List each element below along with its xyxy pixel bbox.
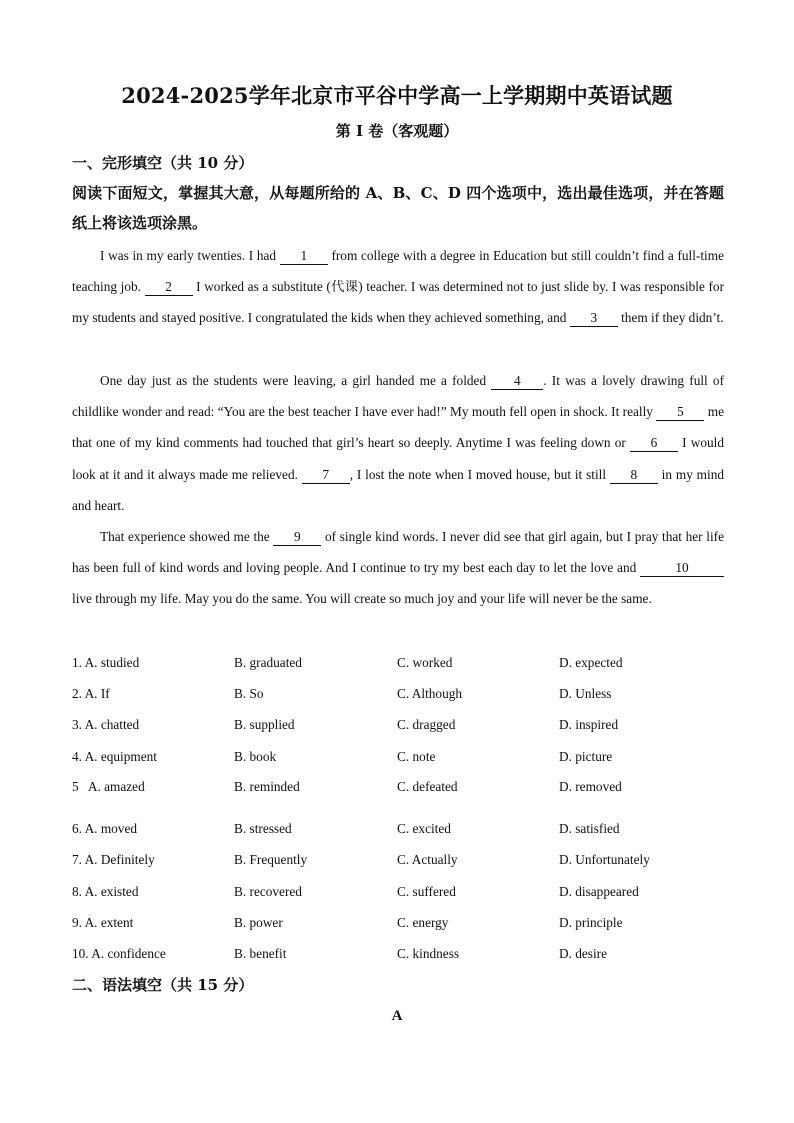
- blank-4: 4: [491, 373, 543, 390]
- options-row-9: [72, 915, 732, 937]
- option-2d: D. Unless: [559, 686, 612, 701]
- options-row-1: [72, 655, 732, 677]
- blank-3: 3: [570, 310, 618, 327]
- option-6b: B. stressed: [234, 821, 292, 836]
- option-1a: 1. A. studied: [72, 655, 140, 670]
- page-title: 2024-2025学年北京市平谷中学高一上学期期中英语试题: [121, 83, 673, 108]
- blank-2: 2: [145, 279, 193, 296]
- options-row-10: [72, 946, 732, 968]
- options-row-3: [72, 717, 732, 739]
- option-7b: B. Frequently: [234, 852, 308, 867]
- blank-8: 8: [610, 467, 658, 484]
- option-8a: 8. A. existed: [72, 884, 139, 899]
- option-2b: B. So: [234, 686, 264, 701]
- section-2-part-label: A: [391, 1008, 403, 1024]
- option-10c: C. kindness: [397, 946, 460, 961]
- option-10b: B. benefit: [234, 946, 287, 961]
- passage-paragraph-2: One day just as the students were leaving, a girl handed me a folded 4 . It was a lovely drawing full of childlike wonder and read: “You are the best teacher I have ever had!” My mouth fell open in shock. It really 5 me that one of my kind comments had touched that girl’s heart so deeply. Anytime I was feeling down or 6 I would look at it and it always made me relieved. 7 , I lost the note when I moved house, but it still 8 in my mind and heart.: [72, 373, 725, 513]
- option-5a: 5 A. amazed: [72, 779, 145, 794]
- option-3b: B. supplied: [234, 717, 295, 732]
- blank-10: 10: [640, 560, 724, 577]
- option-1c: C. worked: [397, 655, 453, 670]
- section-2-heading: 二、语法填空（共 15 分）: [72, 976, 254, 994]
- option-4c: C. note: [397, 749, 436, 764]
- passage-paragraph-3: That experience showed me the 9 of single kind words. I never did see that girl again, but I pray that her life has been full of kind words and loving people. And I continue to try my best each day to let the love and 10 live through my life. May you do the same. You will create so much joy and your life will never be the same.: [72, 529, 724, 607]
- options-row-5: [72, 779, 732, 801]
- option-3a: 3. A. chatted: [72, 717, 140, 732]
- option-4b: B. book: [234, 749, 277, 764]
- option-7c: C. Actually: [397, 852, 458, 867]
- passage-paragraph-1: I was in my early twenties. I had 1 from college with a degree in Education but still couldn’t find a full-time teaching job. 2 I worked as a substitute (代课) teacher. I was determined not to just slide by. I was responsible for my students and stayed positive. I congratulated the kids when they achieved something, and 3 them if they didn’t.: [72, 248, 724, 326]
- blank-7: 7: [302, 467, 350, 484]
- option-3c: C. dragged: [397, 717, 456, 732]
- option-5d: D. removed: [559, 779, 622, 794]
- option-4a: 4. A. equipment: [72, 749, 157, 764]
- option-1d: D. expected: [559, 655, 623, 670]
- volume-subtitle: 第 I 卷（客观题）: [335, 122, 459, 140]
- option-4d: D. picture: [559, 749, 613, 764]
- options-row-4: [72, 749, 732, 771]
- option-10a: 10. A. confidence: [72, 946, 166, 961]
- options-row-2: [72, 686, 732, 708]
- option-9c: C. energy: [397, 915, 449, 930]
- option-8c: C. suffered: [397, 884, 456, 899]
- option-6c: C. excited: [397, 821, 451, 836]
- option-8b: B. recovered: [234, 884, 302, 899]
- options-row-8: [72, 884, 732, 906]
- options-row-7: [72, 852, 732, 874]
- option-9d: D. principle: [559, 915, 623, 930]
- option-8d: D. disappeared: [559, 884, 639, 899]
- option-7a: 7. A. Definitely: [72, 852, 155, 867]
- option-6a: 6. A. moved: [72, 821, 138, 836]
- option-5c: C. defeated: [397, 779, 458, 794]
- option-5b: B. reminded: [234, 779, 300, 794]
- option-7d: D. Unfortunately: [559, 852, 650, 867]
- option-9b: B. power: [234, 915, 283, 930]
- blank-9: 9: [273, 529, 321, 546]
- option-1b: B. graduated: [234, 655, 302, 670]
- option-9a: 9. A. extent: [72, 915, 134, 930]
- option-2a: 2. A. If: [72, 686, 110, 701]
- blank-1: 1: [280, 248, 328, 265]
- option-2c: C. Although: [397, 686, 463, 701]
- options-row-6: [72, 821, 732, 843]
- option-3d: D. inspired: [559, 717, 619, 732]
- option-10d: D. desire: [559, 946, 607, 961]
- option-6d: D. satisfied: [559, 821, 620, 836]
- section-1-instruction: 阅读下面短文，掌握其大意，从每题所给的 A、B、C、D 四个选项中，选出最佳选项，并在答题纸上将该选项涂黑。: [72, 184, 724, 232]
- section-1-heading: 一、完形填空（共 10 分）: [72, 154, 254, 172]
- blank-5: 5: [656, 404, 704, 421]
- blank-6: 6: [630, 435, 678, 452]
